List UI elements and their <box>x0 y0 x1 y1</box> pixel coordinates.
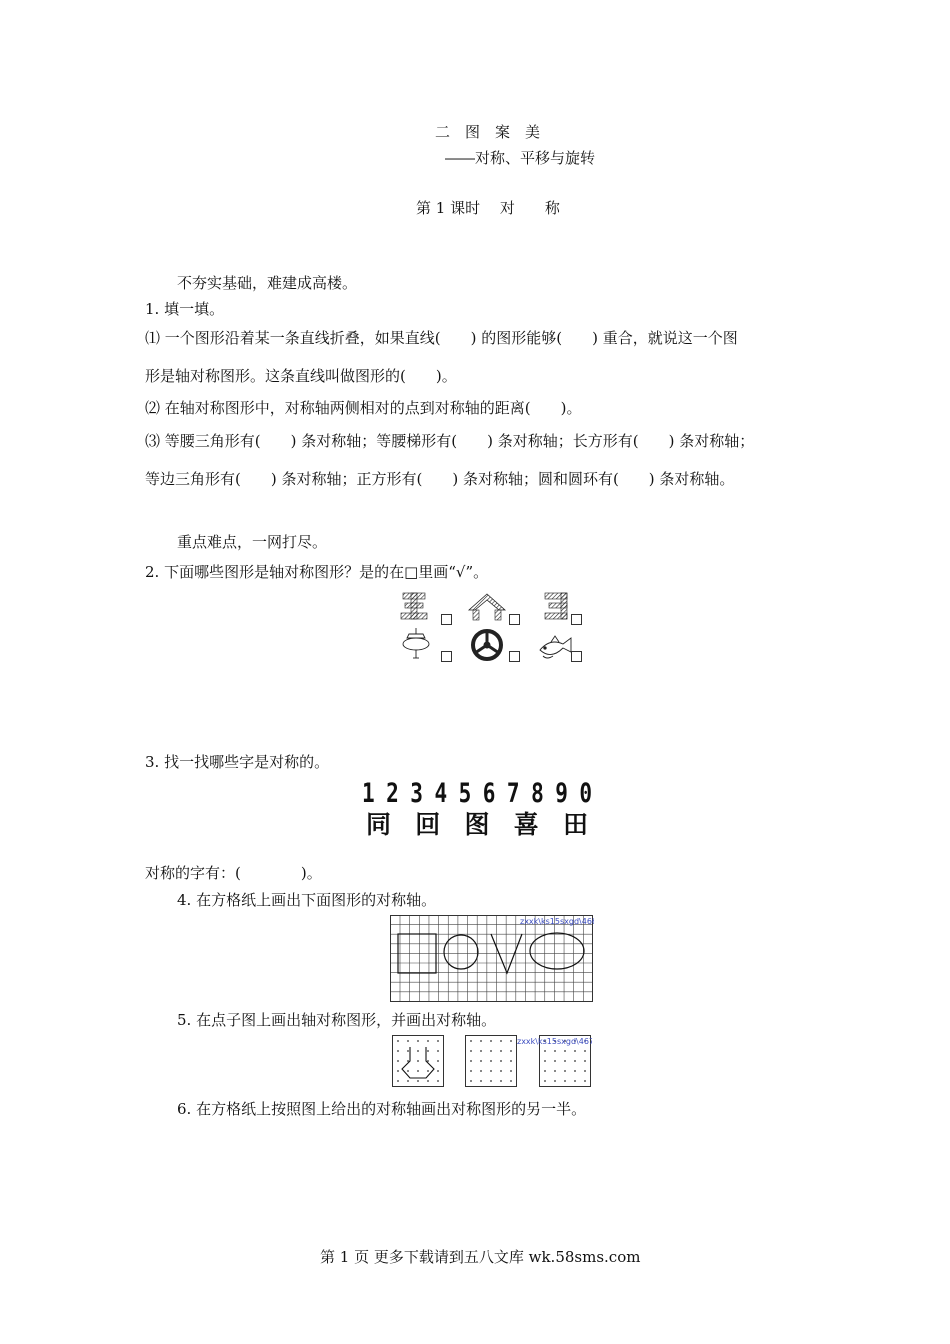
grid-dot <box>397 1040 399 1042</box>
checkbox-fish[interactable] <box>571 651 582 662</box>
grid-dot <box>564 1070 566 1072</box>
grid-dot <box>417 1080 419 1082</box>
grid-dot <box>574 1080 576 1082</box>
char-glyph: 喜 <box>513 810 539 839</box>
grid-dot <box>544 1080 546 1082</box>
grid-dot <box>470 1070 472 1072</box>
grid-dot <box>437 1070 439 1072</box>
grid-dot <box>417 1050 419 1052</box>
grid-dot <box>397 1060 399 1062</box>
grid-dot <box>564 1060 566 1062</box>
char-glyph: 回 <box>415 810 441 839</box>
grid-dot <box>427 1050 429 1052</box>
grid-dot <box>490 1040 492 1042</box>
grid-dot <box>500 1060 502 1062</box>
grid-dot <box>564 1050 566 1052</box>
q3-title: 3. 找一找哪些字是对称的。 <box>145 753 330 771</box>
grid-dot <box>554 1080 556 1082</box>
grid-dot <box>417 1060 419 1062</box>
grid-dot <box>480 1060 482 1062</box>
q1-1-line1: ⑴ 一个图形沿着某一条直线折叠，如果直线( ) 的图形能够( ) 重合，就说这一个图 <box>145 329 738 347</box>
checkbox-three[interactable] <box>571 614 582 625</box>
grid-dot <box>407 1070 409 1072</box>
grid-dot <box>437 1060 439 1062</box>
grid-dot <box>574 1050 576 1052</box>
roof-icon <box>469 594 505 620</box>
grid-dot <box>437 1050 439 1052</box>
q5-watermark: zxxk\ks15sxgd\467 <box>517 1037 592 1046</box>
grid-dot <box>544 1070 546 1072</box>
lesson-title: 第 1 课时 对 称 <box>416 199 560 217</box>
q3-answer: 对称的字有：( )。 <box>145 864 322 882</box>
grid-dot <box>470 1040 472 1042</box>
grid-dot <box>470 1050 472 1052</box>
digit-glyph: 4 <box>434 778 448 809</box>
ellipse-shape <box>530 933 584 969</box>
digit-glyph: 9 <box>555 778 568 809</box>
grid-dot <box>510 1060 512 1062</box>
digit-glyph: 0 <box>579 778 593 809</box>
q5-dot-svg <box>392 1035 592 1090</box>
grid-dot <box>437 1040 439 1042</box>
fish-icon <box>540 636 571 658</box>
checkbox-wheel[interactable] <box>509 651 520 662</box>
grid-dot <box>490 1060 492 1062</box>
checkbox-lantern[interactable] <box>441 651 452 662</box>
chars-row <box>366 810 588 840</box>
digit-glyph: 2 <box>386 778 399 809</box>
grid-dot <box>427 1070 429 1072</box>
grid-dot <box>500 1050 502 1052</box>
grid-dot <box>574 1070 576 1072</box>
grid-dot <box>490 1050 492 1052</box>
grid-dot <box>407 1080 409 1082</box>
checkbox-wang[interactable] <box>441 614 452 625</box>
grid-dot <box>510 1070 512 1072</box>
q1-title: 1. 填一填。 <box>145 300 225 318</box>
checkbox-roof[interactable] <box>509 614 520 625</box>
grid-dot <box>554 1050 556 1052</box>
grid-dot <box>554 1060 556 1062</box>
three-shape-icon <box>545 593 567 619</box>
grid-dot <box>470 1080 472 1082</box>
grid-dot <box>510 1050 512 1052</box>
circle-shape <box>444 935 478 969</box>
grid-dot <box>584 1070 586 1072</box>
q1-3-line1: ⑶ 等腰三角形有( ) 条对称轴；等腰梯形有( ) 条对称轴；长方形有( ) 条对称轴； <box>145 432 755 450</box>
lantern-icon <box>403 628 429 658</box>
grid-dot <box>544 1060 546 1062</box>
grid-dot <box>500 1080 502 1082</box>
grid-dot <box>510 1040 512 1042</box>
grid-dot <box>584 1060 586 1062</box>
grid-dot <box>500 1070 502 1072</box>
digits-row <box>362 780 592 808</box>
q5-dot-figures <box>392 1035 592 1090</box>
grid-dot <box>584 1050 586 1052</box>
q6-title: 6. 在方格纸上按照图上给出的对称轴画出对称图形的另一半。 <box>177 1100 587 1118</box>
q2-figures-svg <box>395 590 595 665</box>
grid-dot <box>480 1070 482 1072</box>
q1-2: ⑵ 在轴对称图形中，对称轴两侧相对的点到对称轴的距离( )。 <box>145 399 582 417</box>
q4-watermark: zxxk\ks15sxgd\466 <box>520 917 594 926</box>
grid-dot <box>427 1080 429 1082</box>
digit-glyph: 8 <box>531 778 544 809</box>
section1-motto: 不夯实基础，难建成高楼。 <box>177 274 358 292</box>
grid-dot <box>397 1050 399 1052</box>
grid-dot <box>407 1040 409 1042</box>
char-glyph: 图 <box>464 810 490 839</box>
page-footer: 第 1 页 更多下载请到五八文库 wk.58sms.com <box>320 1248 641 1266</box>
q4-title: 4. 在方格纸上画出下面图形的对称轴。 <box>177 891 437 909</box>
grid-dot <box>574 1060 576 1062</box>
grid-dot <box>480 1040 482 1042</box>
q1-1-line2: 形是轴对称图形。这条直线叫做图形的( )。 <box>145 367 457 385</box>
wang-character-icon <box>401 593 427 619</box>
grid-dot <box>480 1050 482 1052</box>
unit-subtitle: ――对称、平移与旋转 <box>445 149 596 167</box>
q2-figures <box>395 590 595 665</box>
grid-dot <box>564 1080 566 1082</box>
q3-glyphs <box>362 780 592 842</box>
grid-dot <box>427 1040 429 1042</box>
unit-title: 二 图 案 美 <box>435 123 541 141</box>
digit-glyph: 5 <box>458 778 472 809</box>
digit-glyph: 1 <box>362 778 375 809</box>
grid-dot <box>397 1070 399 1072</box>
grid-dot <box>554 1070 556 1072</box>
grid-dot <box>500 1040 502 1042</box>
q5-title: 5. 在点子图上画出轴对称图形，并画出对称轴。 <box>177 1011 497 1029</box>
char-glyph: 同 <box>366 810 392 839</box>
grid-dot <box>417 1040 419 1042</box>
q4-grid-figure <box>390 915 594 1003</box>
section2-motto: 重点难点，一网打尽。 <box>177 533 328 551</box>
digit-glyph: 6 <box>482 778 496 809</box>
grid-dot <box>584 1080 586 1082</box>
grid-dot <box>470 1060 472 1062</box>
grid-dot <box>510 1080 512 1082</box>
grid-dot <box>397 1080 399 1082</box>
grid-dot <box>490 1080 492 1082</box>
grid-dot <box>417 1070 419 1072</box>
char-glyph: 田 <box>562 810 588 839</box>
q2-title: 2. 下面哪些图形是轴对称图形？是的在□里画“√”。 <box>145 563 489 581</box>
grid-dot <box>437 1080 439 1082</box>
q4-grid-svg <box>390 915 594 1003</box>
q1-3-line2: 等边三角形有( ) 条对称轴；正方形有( ) 条对称轴；圆和圆环有( ) 条对称轴。 <box>145 470 735 488</box>
steering-wheel-icon <box>473 631 501 659</box>
grid-dot <box>407 1050 409 1052</box>
digit-glyph: 3 <box>410 778 423 809</box>
grid-dot <box>544 1050 546 1052</box>
grid-dot <box>480 1080 482 1082</box>
grid-dot <box>490 1070 492 1072</box>
digit-glyph: 7 <box>506 778 520 809</box>
